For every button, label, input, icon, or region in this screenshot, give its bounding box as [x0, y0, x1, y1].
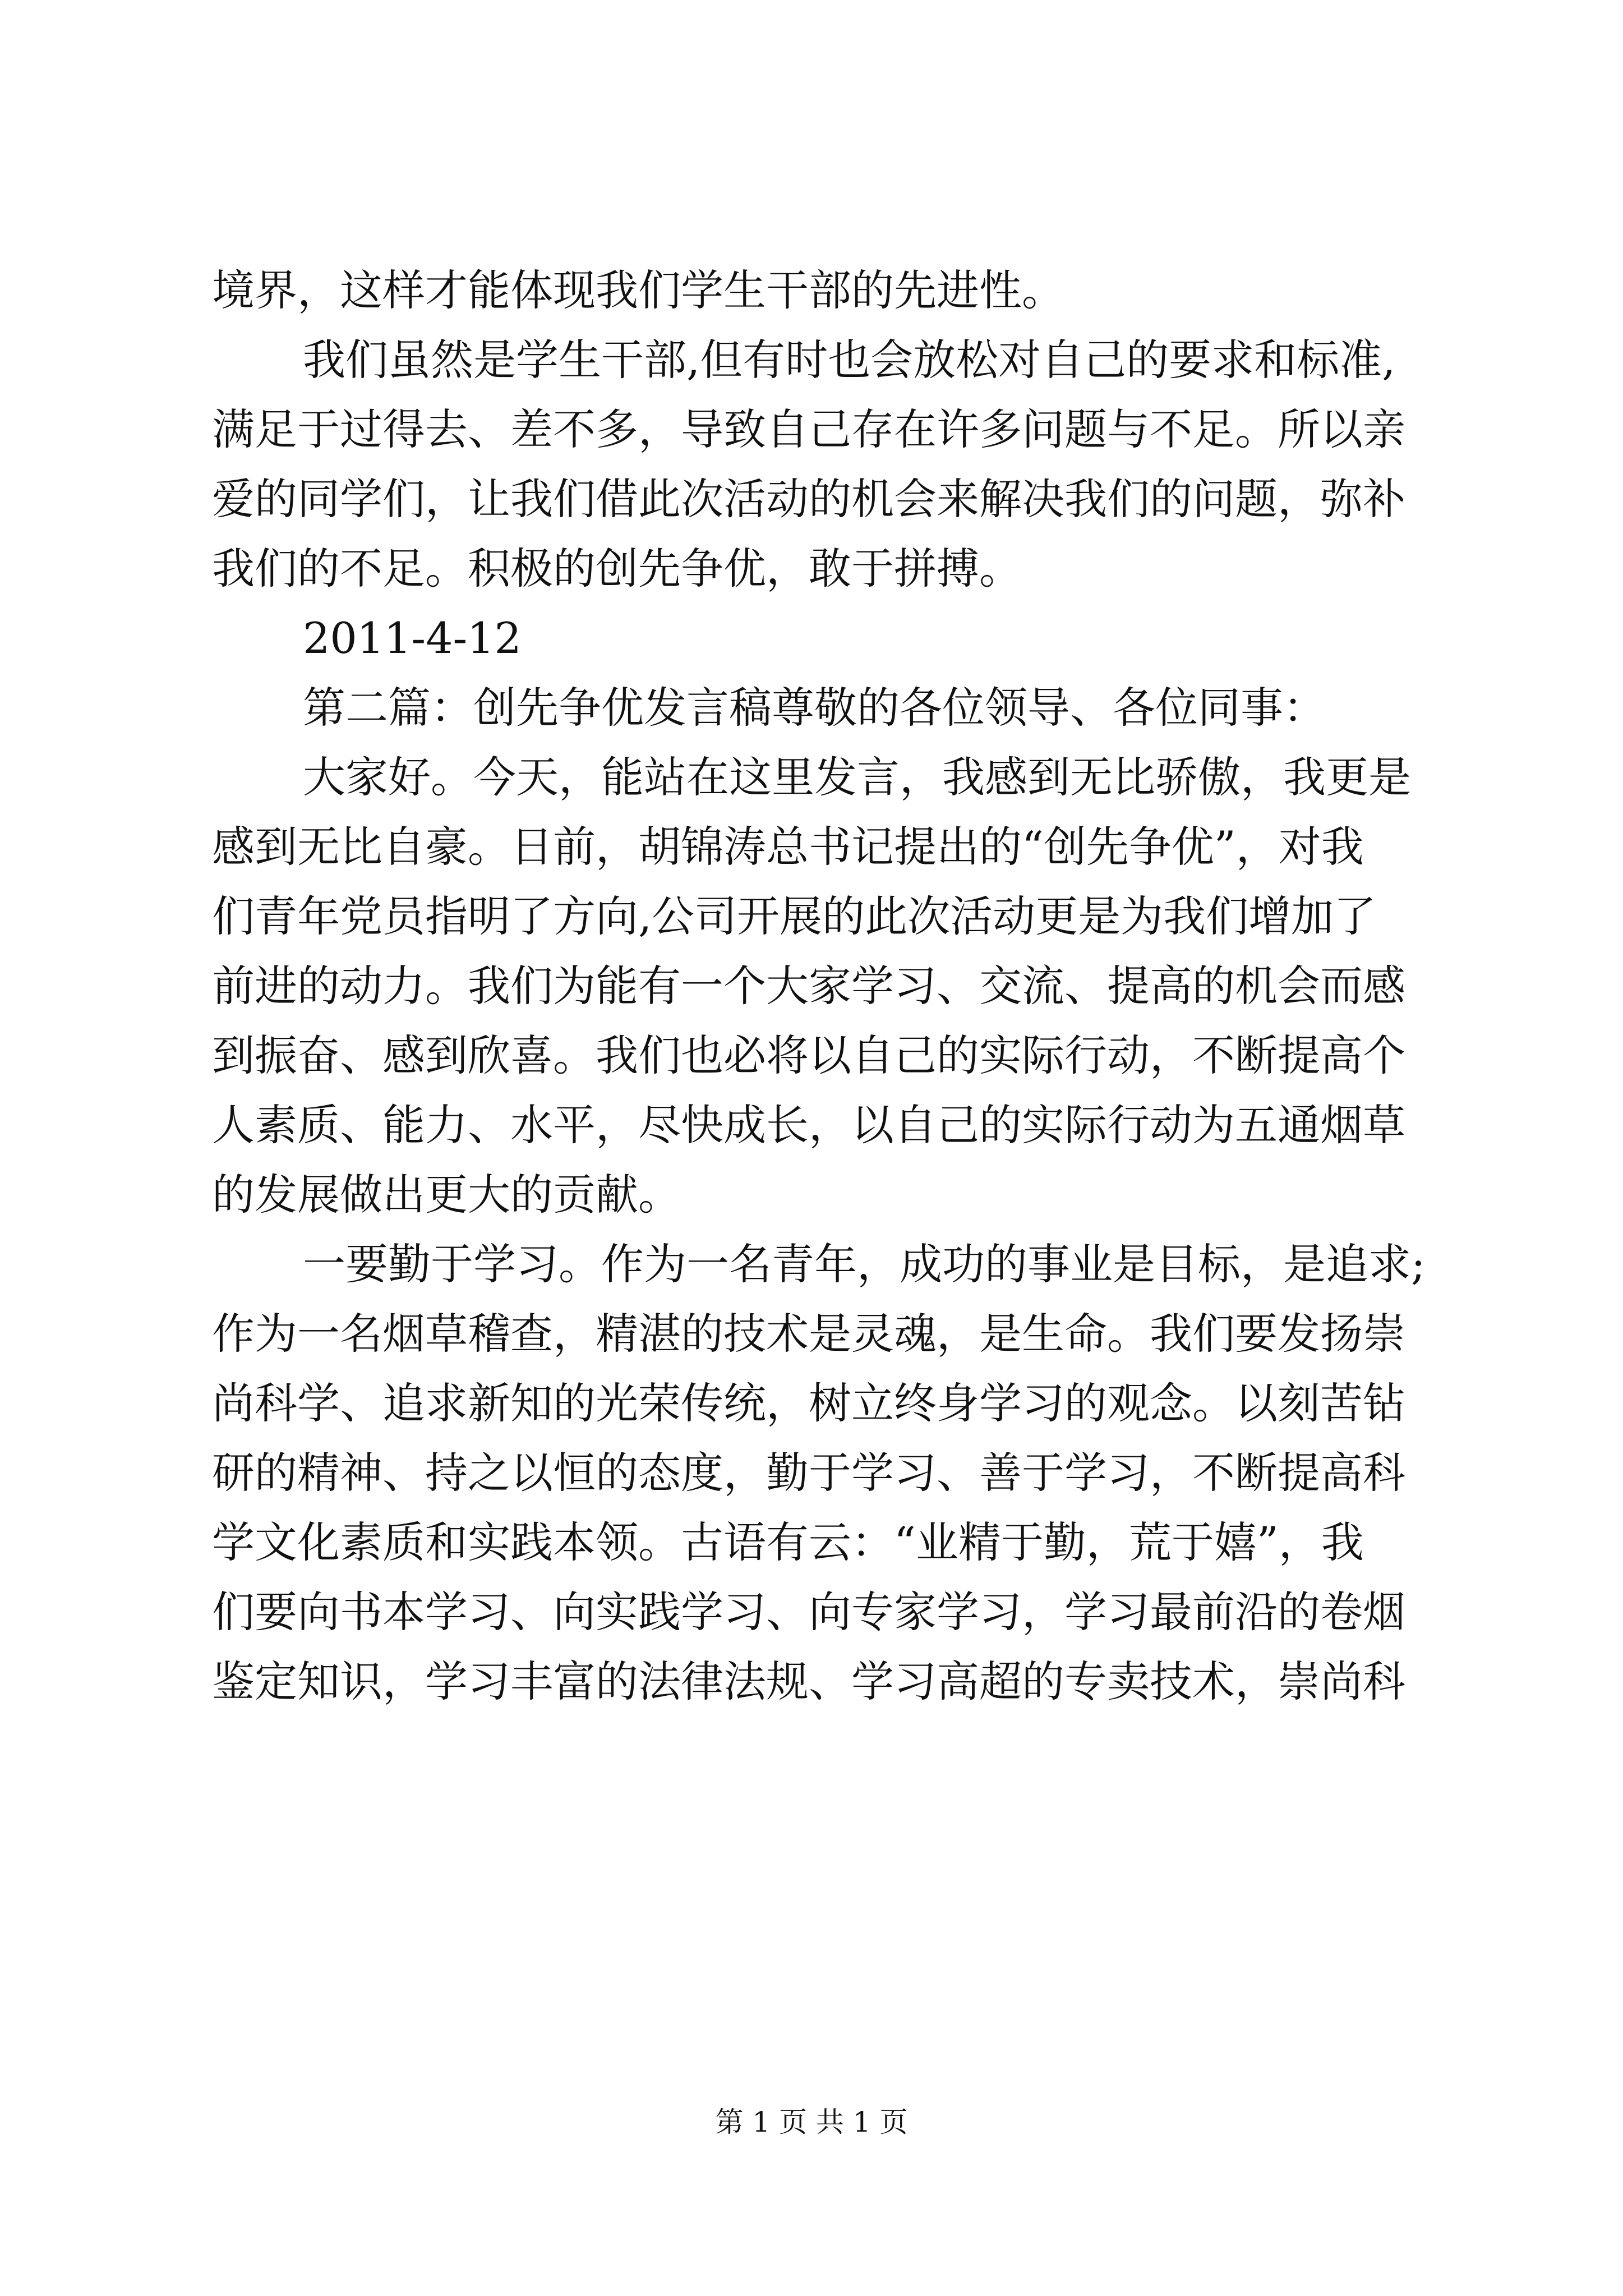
text-line: 的发展做出更大的贡献。 — [212, 1170, 681, 1220]
text-line: 满足于过得去、差不多，导致自己存在许多问题与不足。所以亲 — [212, 404, 1405, 454]
text-line: 们要向书本学习、向实践学习、向专家学习，学习最前沿的卷烟 — [212, 1587, 1405, 1637]
text-line: 尚科学、追求新知的光荣传统，树立终身学习的观念。以刻苦钻 — [212, 1378, 1405, 1428]
text-line: 爱的同学们，让我们借此次活动的机会来解决我们的问题，弥补 — [212, 474, 1405, 524]
date-line: 2011-4-12 — [303, 613, 522, 663]
text-line: 我们虽然是学生干部,但有时也会放松对自己的要求和标准, — [303, 335, 1396, 385]
text-line: 作为一名烟草稽查，精湛的技术是灵魂，是生命。我们要发扬崇 — [212, 1309, 1405, 1359]
text-line: 鉴定知识，学习丰富的法律法规、学习高超的专卖技术，崇尚科 — [212, 1657, 1405, 1706]
text-line: 研的精神、持之以恒的态度，勤于学习、善于学习，不断提高科 — [212, 1448, 1405, 1498]
text-line: 一要勤于学习。作为一名青年，成功的事业是目标，是追求; — [303, 1239, 1426, 1289]
text-line: 境界，这样才能体现我们学生干部的先进性。 — [212, 265, 1064, 315]
page-footer: 第 1 页 共 1 页 — [715, 2106, 908, 2138]
text-line: 大家好。今天，能站在这里发言，我感到无比骄傲，我更是 — [303, 752, 1411, 802]
text-line: 前进的动力。我们为能有一个大家学习、交流、提高的机会而感 — [212, 961, 1405, 1011]
section-heading: 第二篇：创先争优发言稿尊敬的各位领导、各位同事： — [303, 683, 1326, 733]
text-line: 们青年党员指明了方向,公司开展的此次活动更是为我们增加了 — [212, 891, 1377, 941]
text-line: 学文化素质和实践本领。古语有云：“业精于勤，荒于嬉”，我 — [212, 1517, 1364, 1567]
text-line: 我们的不足。积极的创先争优，敢于拼搏。 — [212, 544, 1022, 593]
text-line: 感到无比自豪。日前，胡锦涛总书记提出的“创先争优”，对我 — [212, 822, 1364, 872]
text-line: 人素质、能力、水平，尽快成长，以自己的实际行动为五通烟草 — [212, 1100, 1405, 1150]
text-line: 到振奋、感到欣喜。我们也必将以自己的实际行动，不断提高个 — [212, 1030, 1405, 1080]
body-text — [212, 256, 1435, 1717]
